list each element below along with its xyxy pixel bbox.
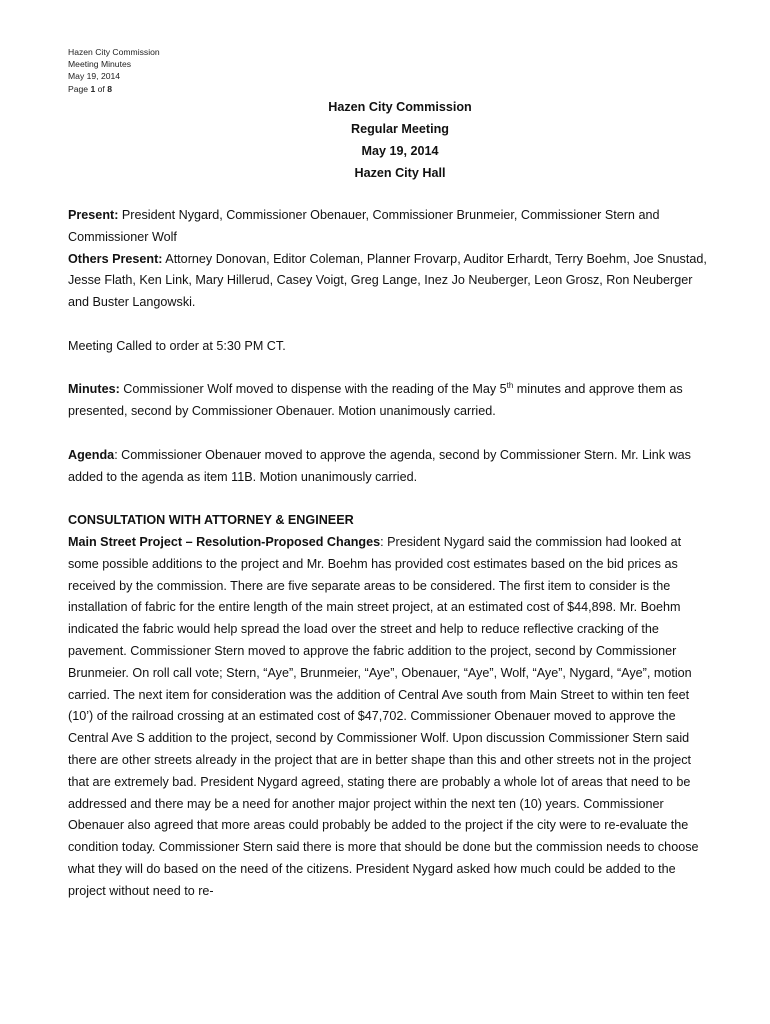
title-line-1: Hazen City Commission <box>328 100 472 114</box>
spacer <box>68 314 708 336</box>
others-paragraph <box>68 249 708 314</box>
present-paragraph <box>68 205 708 249</box>
spacer <box>68 358 708 380</box>
header-line-org: Hazen City Commission <box>68 47 160 57</box>
present-label: Present: <box>68 208 119 222</box>
running-header <box>68 46 160 95</box>
page-of: of <box>95 83 108 94</box>
agenda-label: Agenda <box>68 447 115 462</box>
minutes-text-a: Commissioner Wolf moved to dispense with the reading of the May 5 <box>119 382 507 397</box>
main-street-text: : President Nygard said the commission had looked at some possible additions to the project and Mr. Boehm has provided cost estimates based on the bid prices as received by the commission. There are five separate areas to be considered. The first item to consider is the installation of fabric for the entire length of the main street project, at an estimated cost of $44,898. Mr. Boehm indicated the fabric would help spread the load over the street and help to reduce reflective cracking of the pavement. Commissioner Stern moved to approve the fabric addition to the project, second by Commissioner Brunmeier. On roll call vote; Stern, “Aye”, Brunmeier, “Aye”, Obenauer, “Aye”, Wolf, “Aye”, Nygard, “Aye”, motion carried. The next item for consideration was the addition of Central Ave south from Main Street to within ten feet (10’) of the railroad crossing at an estimated cost of $47,702. Commissioner Obenauer moved to approve the Central Ave S addition to the project, second by Commissioner Wolf. Upon discussion Commissioner Stern said there are other streets already in the project that are in better shape than this and other streets not in the project that are extremely bad. President Nygard agreed, stating there are probably a whole lot of areas that need to be addressed and there may be a need for another major project within the next ten (10) years. Commissioner Obenauer also agreed that more areas could probably be added to the project if the city were to re-evaluate the condition today. Commissioner Stern said there is more that should be done but the commission needs to choose what they will do based on the need of the citizens. President Nygard asked how much could be added to the project without need to re- <box>68 534 699 898</box>
present-text: President Nygard, Commissioner Obenauer, Commissioner Brunmeier, Commissioner Stern and Commissioner Wolf <box>68 208 660 244</box>
title-line-4: Hazen City Hall <box>354 166 446 180</box>
spacer <box>68 488 708 510</box>
main-street-paragraph <box>68 532 708 903</box>
page-prefix: Page <box>68 83 91 94</box>
header-line-date: May 19, 2014 <box>68 71 121 82</box>
others-label: Others Present: <box>68 251 163 266</box>
agenda-paragraph <box>68 445 708 489</box>
agenda-text: : Commissioner Obenauer moved to approve the agenda, second by Commissioner Stern. Mr. Link was added to the agenda as item 11B. Motion unanimously carried. <box>68 447 691 484</box>
page-current: 1 <box>90 83 96 94</box>
header-page-number <box>68 83 160 95</box>
main-street-label: Main Street Project – Resolution-Proposed Changes <box>68 534 381 549</box>
minutes-text-b: minutes and approve them as presented, second by Commissioner Obenauer. Motion unanimously carried. <box>68 382 683 419</box>
minutes-paragraph <box>68 379 708 423</box>
minutes-body <box>68 205 708 903</box>
spacer <box>68 423 708 445</box>
header-line-doc: Meeting Minutes <box>68 59 132 70</box>
others-text: Attorney Donovan, Editor Coleman, Planner Frovarp, Auditor Erhardt, Terry Boehm, Joe Snustad, Jesse Flath, Ken Link, Mary Hillerud, Casey Voigt, Greg Lange, Inez Jo Neuberger, Leon Grosz, Ron Neuberger and Buster Langowski. <box>68 251 707 310</box>
title-line-2: Regular Meeting <box>351 122 449 136</box>
called-to-order: Meeting Called to order at 5:30 PM CT. <box>68 338 286 353</box>
minutes-label: Minutes: <box>68 382 120 397</box>
title-block <box>0 96 770 184</box>
section-heading: CONSULTATION WITH ATTORNEY & ENGINEER <box>68 513 354 528</box>
page-total: 8 <box>107 83 112 94</box>
minutes-sup: th <box>506 381 514 391</box>
title-line-3: May 19, 2014 <box>361 144 439 158</box>
